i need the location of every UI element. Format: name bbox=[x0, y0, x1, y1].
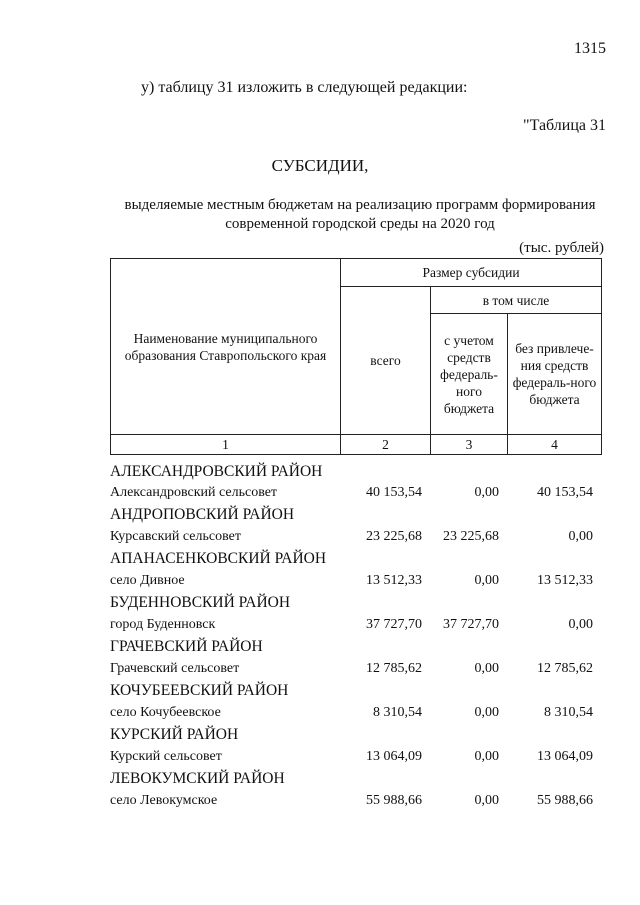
header-num-2: 2 bbox=[341, 435, 431, 455]
district-row bbox=[110, 723, 601, 746]
municipality-name: село Дивное bbox=[110, 572, 185, 588]
header-with-federal: с учетом средств федераль-ного бюджета bbox=[431, 314, 508, 435]
header-num-1: 1 bbox=[111, 435, 341, 455]
header-num-4: 4 bbox=[508, 435, 602, 455]
total-value: 13 512,33 bbox=[366, 572, 422, 588]
subsidy-table-header bbox=[110, 258, 602, 455]
header-including: в том числе bbox=[431, 287, 602, 314]
municipality-row bbox=[110, 482, 601, 503]
municipality-row bbox=[110, 702, 601, 723]
header-name: Наименование муниципального образования Ставропольского края bbox=[111, 259, 341, 435]
district-name: КОЧУБЕЕВСКИЙ РАЙОН bbox=[110, 681, 289, 699]
document-title: СУБСИДИИ, bbox=[271, 156, 369, 175]
without-federal-value: 55 988,66 bbox=[537, 792, 594, 808]
district-name: БУДЕННОВСКИЙ РАЙОН bbox=[110, 593, 291, 611]
district-row bbox=[110, 461, 601, 482]
without-federal-value: 13 064,09 bbox=[537, 748, 594, 764]
municipality-name: Грачевский сельсовет bbox=[110, 660, 240, 676]
subsidy-table-body bbox=[110, 461, 601, 811]
units-label: (тыс. рублей) bbox=[519, 240, 604, 256]
header-without-federal: без привлече-ния средств федераль-ного бюджета bbox=[508, 314, 602, 435]
municipality-row bbox=[110, 746, 601, 767]
district-row bbox=[110, 679, 601, 702]
municipality-row bbox=[110, 570, 601, 591]
with-federal-value: 0,00 bbox=[474, 660, 499, 676]
header-subsidy-size: Размер субсидии bbox=[341, 259, 602, 287]
district-row bbox=[110, 591, 601, 614]
total-value: 12 785,62 bbox=[366, 660, 422, 676]
with-federal-value: 37 727,70 bbox=[443, 616, 499, 632]
municipality-name: Курский сельсовет bbox=[110, 748, 222, 764]
with-federal-value: 23 225,68 bbox=[443, 528, 499, 544]
without-federal-value: 13 512,33 bbox=[537, 572, 594, 588]
district-name: АНДРОПОВСКИЙ РАЙОН bbox=[110, 505, 295, 523]
page-number: 1315 bbox=[574, 40, 606, 57]
without-federal-value: 8 310,54 bbox=[544, 704, 594, 720]
total-value: 23 225,68 bbox=[366, 528, 422, 544]
municipality-row bbox=[110, 658, 601, 679]
municipality-row bbox=[110, 526, 601, 547]
municipality-name: город Буденновск bbox=[110, 616, 216, 632]
table-reference: "Таблица 31 bbox=[523, 117, 606, 134]
subtitle-line-1: выделяемые местным бюджетам на реализацию программ формирования bbox=[124, 197, 596, 213]
district-row bbox=[110, 767, 601, 790]
municipality-row bbox=[110, 614, 601, 635]
without-federal-value: 0,00 bbox=[568, 616, 594, 632]
without-federal-value: 0,00 bbox=[568, 528, 594, 544]
header-num-3: 3 bbox=[431, 435, 508, 455]
total-value: 55 988,66 bbox=[366, 792, 422, 808]
total-value: 8 310,54 bbox=[373, 704, 422, 720]
with-federal-value: 0,00 bbox=[474, 572, 499, 588]
total-value: 37 727,70 bbox=[366, 616, 422, 632]
district-row bbox=[110, 635, 601, 658]
with-federal-value: 0,00 bbox=[474, 748, 499, 764]
with-federal-value: 0,00 bbox=[474, 484, 499, 500]
without-federal-value: 40 153,54 bbox=[537, 484, 594, 500]
document-subtitle bbox=[100, 196, 620, 234]
district-row bbox=[110, 547, 601, 570]
district-name: АПАНАСЕНКОВСКИЙ РАЙОН bbox=[110, 549, 327, 567]
district-name: КУРСКИЙ РАЙОН bbox=[110, 725, 239, 743]
municipality-row bbox=[110, 790, 601, 811]
with-federal-value: 0,00 bbox=[474, 704, 499, 720]
district-name: ГРАЧЕВСКИЙ РАЙОН bbox=[110, 637, 263, 655]
municipality-name: Александровский сельсовет bbox=[110, 484, 278, 500]
with-federal-value: 0,00 bbox=[474, 792, 499, 808]
subtitle-line-2: современной городской среды на 2020 год bbox=[225, 216, 495, 232]
district-name: АЛЕКСАНДРОВСКИЙ РАЙОН bbox=[110, 462, 323, 480]
intro-text: у) таблицу 31 изложить в следующей редакции: bbox=[141, 79, 468, 96]
district-row bbox=[110, 503, 601, 526]
total-value: 13 064,09 bbox=[366, 748, 422, 764]
without-federal-value: 12 785,62 bbox=[537, 660, 594, 676]
municipality-name: село Левокумское bbox=[110, 792, 218, 808]
total-value: 40 153,54 bbox=[366, 484, 422, 500]
municipality-name: село Кочубеевское bbox=[110, 704, 221, 720]
header-total: всего bbox=[341, 287, 431, 435]
district-name: ЛЕВОКУМСКИЙ РАЙОН bbox=[110, 769, 285, 787]
municipality-name: Курсавский сельсовет bbox=[110, 528, 241, 544]
